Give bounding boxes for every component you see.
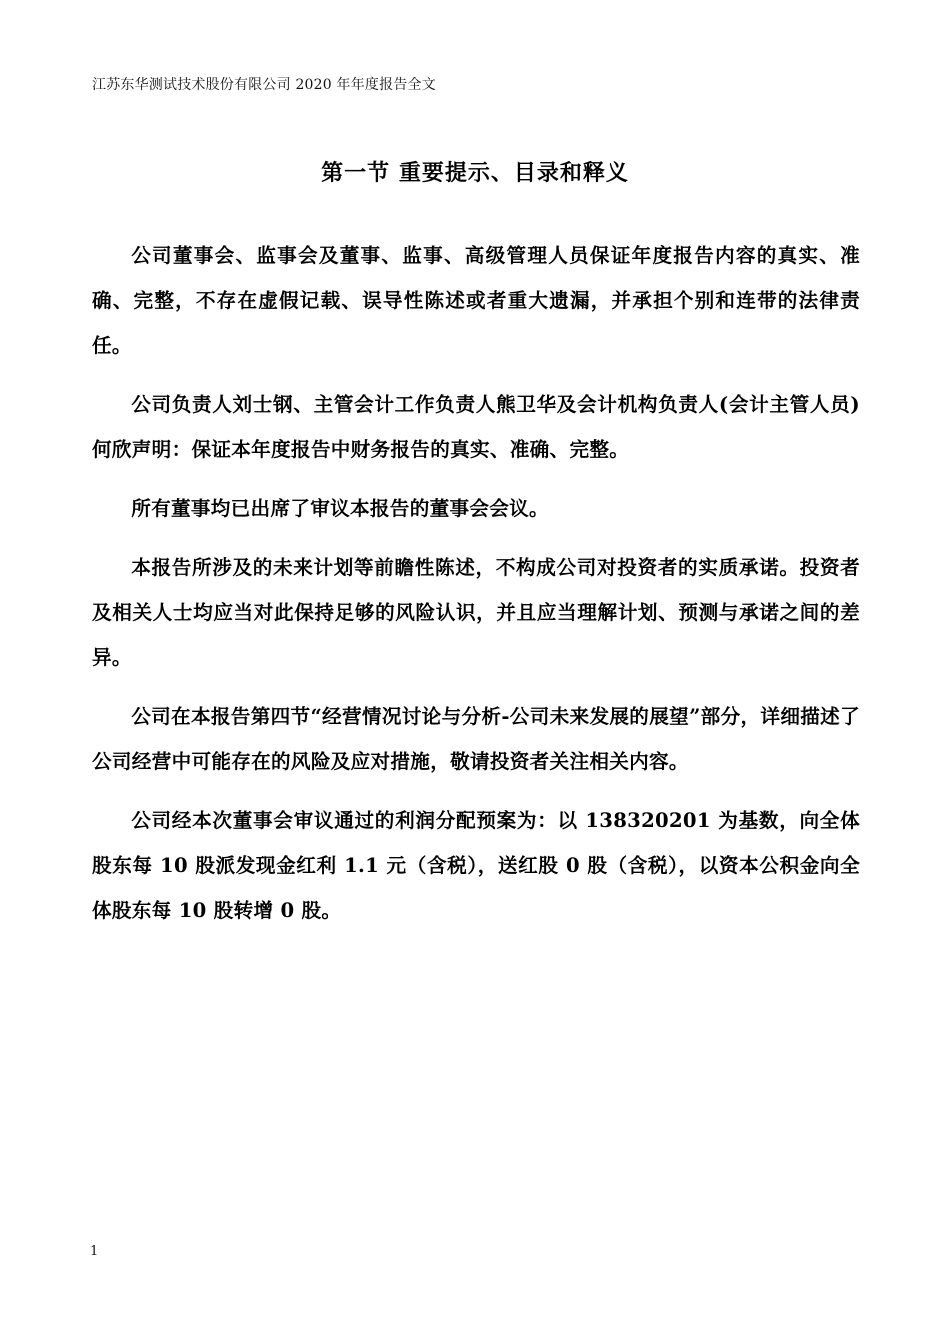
body-text [92, 233, 860, 947]
paragraph-forward-looking: 本报告所涉及的未来计划等前瞻性陈述，不构成公司对投资者的实质承诺。投资者及相关人士均应当对此保持足够的风险认识，并且应当理解计划、预测与承诺之间的差异。 [92, 556, 860, 669]
section-title: 第一节 重要提示、目录和释义 [321, 160, 629, 186]
paragraph-profit-distribution: 公司经本次董事会审议通过的利润分配预案为：以 138320201 为基数，向全体股东每 10 股派发现金红利 1.1 元（含税），送红股 0 股（含税），以资本公积金向全体股东每 10 股转增 0 股。 [92, 809, 860, 922]
paragraph-responsible-persons: 公司负责人刘士钢、主管会计工作负责人熊卫华及会计机构负责人(会计主管人员)何欣声明：保证本年度报告中财务报告的真实、准确、完整。 [92, 393, 860, 461]
page-header: 江苏东华测试技术股份有限公司 2020 年年度报告全文 [92, 77, 436, 93]
page-number: 1 [90, 1244, 99, 1259]
paragraph-board-guarantee: 公司董事会、监事会及董事、监事、高级管理人员保证年度报告内容的真实、准确、完整，不存在虚假记载、误导性陈述或者重大遗漏，并承担个别和连带的法律责任。 [92, 244, 860, 357]
paragraph-directors-attendance: 所有董事均已出席了审议本报告的董事会会议。 [131, 497, 549, 520]
paragraph-risk-notice: 公司在本报告第四节“经营情况讨论与分析-公司未来发展的展望”部分，详细描述了公司经营中可能存在的风险及应对措施，敬请投资者关注相关内容。 [92, 705, 860, 773]
